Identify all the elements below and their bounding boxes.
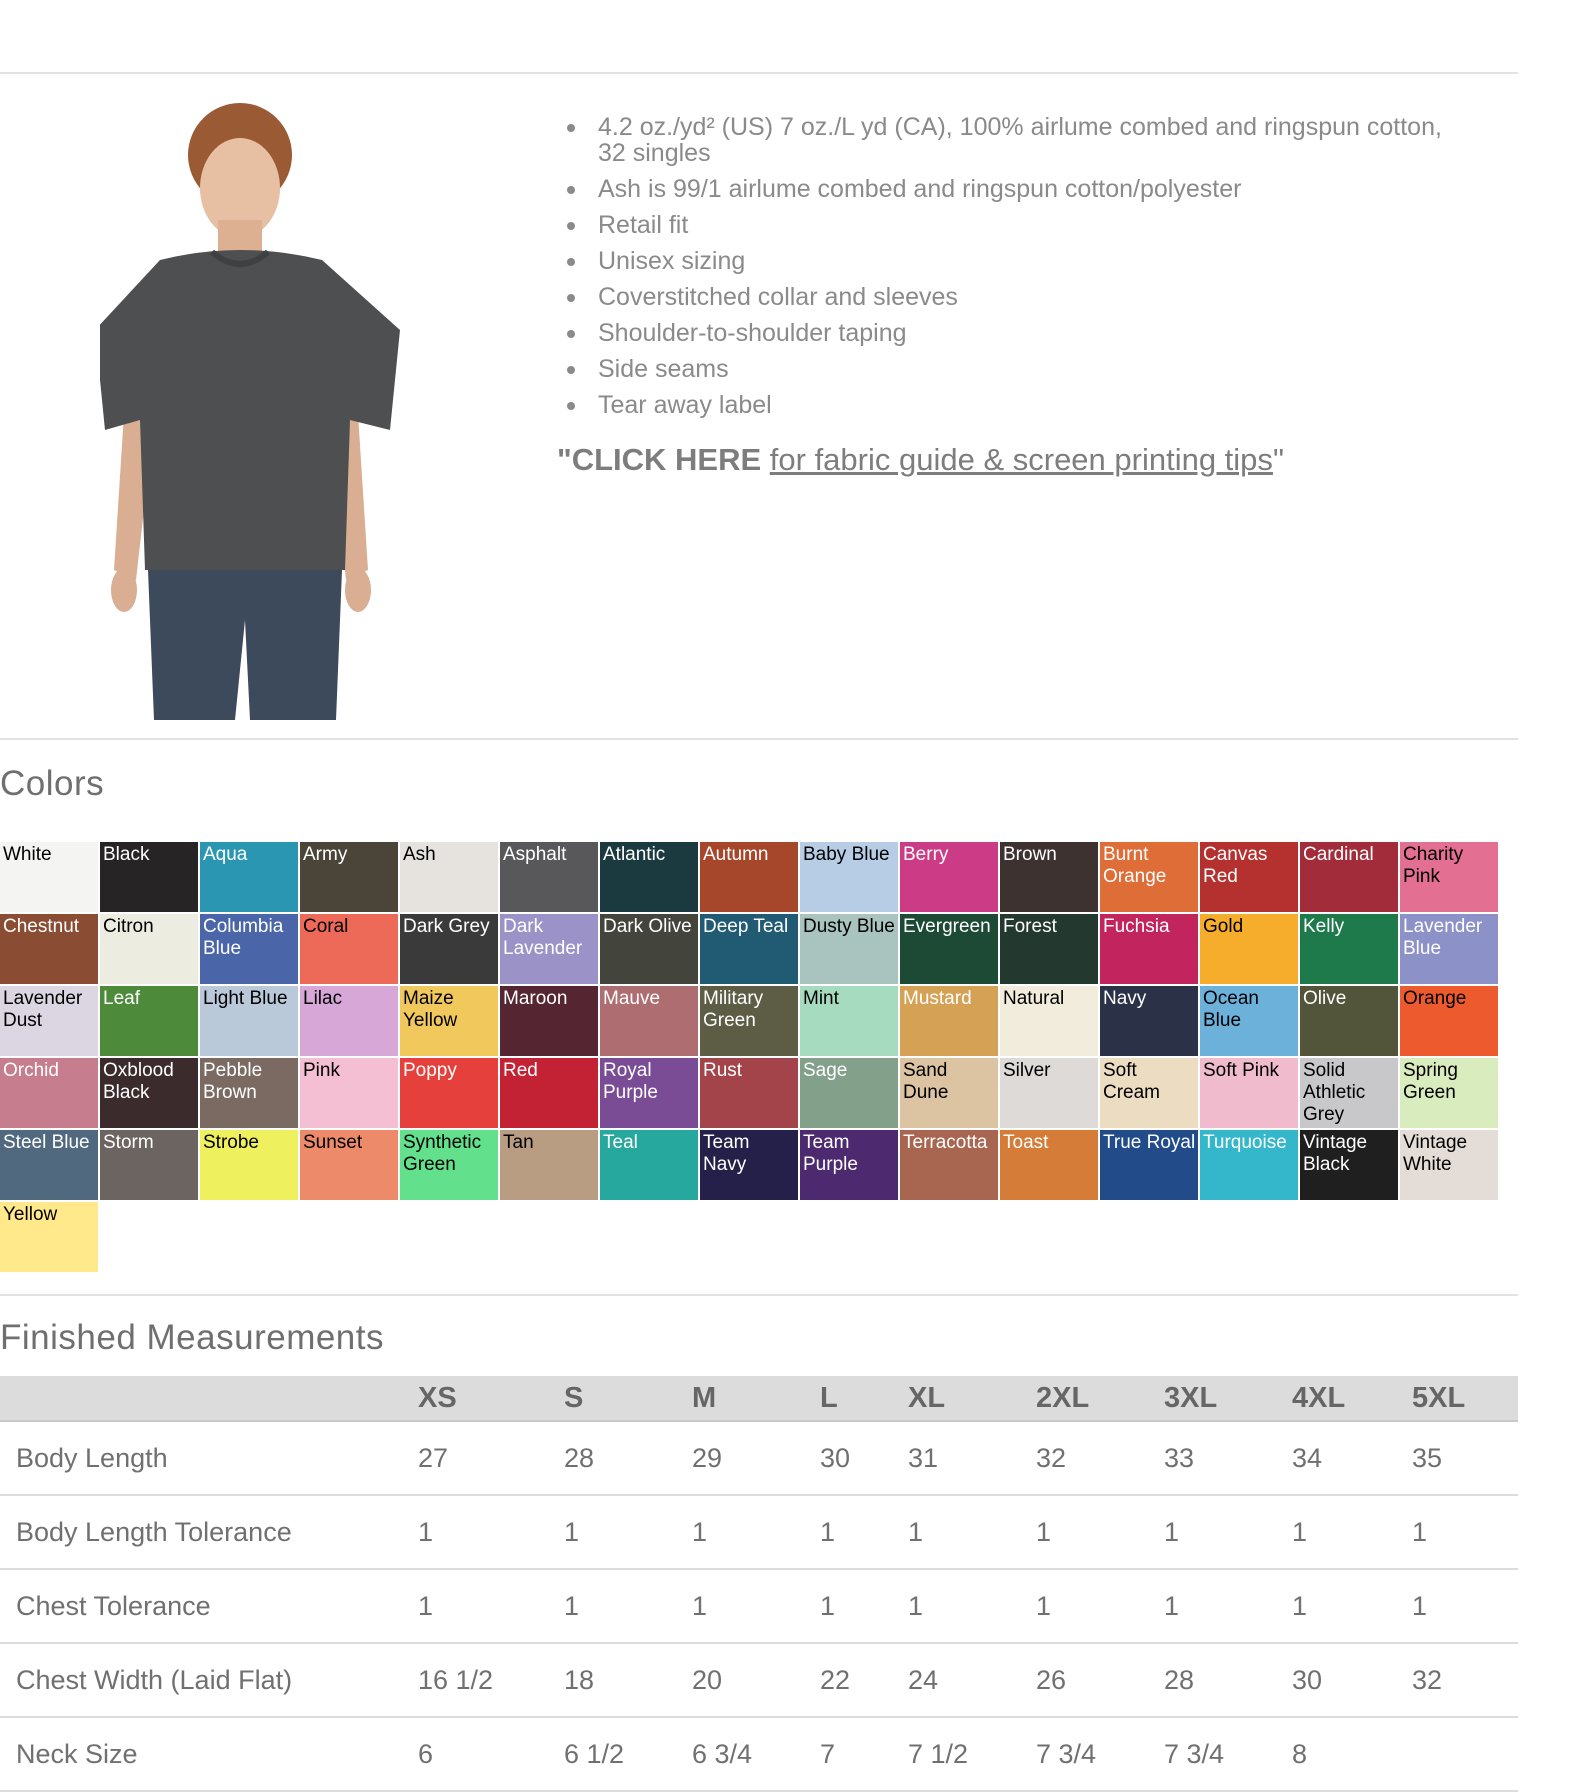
color-swatch-orchid[interactable]: Orchid: [0, 1058, 98, 1128]
measurements-title: Finished Measurements: [0, 1318, 384, 1357]
table-row: [0, 1569, 1518, 1643]
table-cell: 7 1/2: [908, 1717, 1036, 1791]
color-swatch-asphalt[interactable]: Asphalt: [500, 842, 598, 912]
color-swatch-rust[interactable]: Rust: [700, 1058, 798, 1128]
color-swatch-red[interactable]: Red: [500, 1058, 598, 1128]
color-swatch-forest[interactable]: Forest: [1000, 914, 1098, 984]
top-divider: [0, 72, 1518, 74]
color-swatch-leaf[interactable]: Leaf: [100, 986, 198, 1056]
color-swatch-deep-teal[interactable]: Deep Teal: [700, 914, 798, 984]
color-swatch-light-blue[interactable]: Light Blue: [200, 986, 298, 1056]
table-cell: 1: [820, 1495, 908, 1569]
measurements-table: [0, 1376, 1518, 1792]
table-cell: 8: [1292, 1717, 1412, 1791]
table-cell: 1: [418, 1569, 564, 1643]
color-swatch-team-navy[interactable]: Team Navy: [700, 1130, 798, 1200]
color-swatch-maroon[interactable]: Maroon: [500, 986, 598, 1056]
table-row: [0, 1421, 1518, 1495]
table-cell: 1: [1036, 1569, 1164, 1643]
color-swatch-military-green[interactable]: Military Green: [700, 986, 798, 1056]
table-cell: 1: [1164, 1569, 1292, 1643]
size-header: M: [692, 1376, 820, 1421]
color-swatch-turquoise[interactable]: Turquoise: [1200, 1130, 1298, 1200]
color-swatch-fuchsia[interactable]: Fuchsia: [1100, 914, 1198, 984]
size-header: XS: [418, 1376, 564, 1421]
color-swatch-mauve[interactable]: Mauve: [600, 986, 698, 1056]
color-swatch-burnt-orange[interactable]: Burnt Orange: [1100, 842, 1198, 912]
table-row: [0, 1643, 1518, 1717]
color-swatch-mint[interactable]: Mint: [800, 986, 898, 1056]
table-row: [0, 1717, 1518, 1791]
color-swatch-pebble-brown[interactable]: Pebble Brown: [200, 1058, 298, 1128]
size-header: L: [820, 1376, 908, 1421]
color-swatch-lilac[interactable]: Lilac: [300, 986, 398, 1056]
color-swatch-navy[interactable]: Navy: [1100, 986, 1198, 1056]
color-swatch-dark-grey[interactable]: Dark Grey: [400, 914, 498, 984]
table-cell: 1: [908, 1495, 1036, 1569]
size-header: 2XL: [1036, 1376, 1164, 1421]
product-model-photo: [100, 100, 420, 720]
color-swatch-autumn[interactable]: Autumn: [700, 842, 798, 912]
table-cell: 7: [820, 1717, 908, 1791]
color-swatch-kelly[interactable]: Kelly: [1300, 914, 1398, 984]
click-here-open-quote: ": [557, 442, 572, 477]
feature-item: 4.2 oz./yd² (US) 7 oz./L yd (CA), 100% airlume combed and ringspun cotton, 32 singles: [553, 114, 1453, 166]
row-label: Body Length: [0, 1421, 418, 1495]
section-divider: [0, 1294, 1518, 1296]
color-swatch-evergreen[interactable]: Evergreen: [900, 914, 998, 984]
color-swatch-aqua[interactable]: Aqua: [200, 842, 298, 912]
color-swatch-spring-green[interactable]: Spring Green: [1400, 1058, 1498, 1128]
size-header: 3XL: [1164, 1376, 1292, 1421]
color-swatch-orange[interactable]: Orange: [1400, 986, 1498, 1056]
color-swatch-coral[interactable]: Coral: [300, 914, 398, 984]
table-cell: 6: [418, 1717, 564, 1791]
color-swatch-citron[interactable]: Citron: [100, 914, 198, 984]
color-swatch-charity-pink[interactable]: Charity Pink: [1400, 842, 1498, 912]
table-cell: 16 1/2: [418, 1643, 564, 1717]
table-cell: 31: [908, 1421, 1036, 1495]
table-cell: 33: [1164, 1421, 1292, 1495]
color-swatch-army[interactable]: Army: [300, 842, 398, 912]
table-cell: 1: [1164, 1495, 1292, 1569]
feature-item: Tear away label: [553, 392, 1453, 418]
table-cell: 22: [820, 1643, 908, 1717]
table-cell: 1: [820, 1569, 908, 1643]
click-here-label: CLICK HERE: [571, 442, 762, 477]
size-header: 4XL: [1292, 1376, 1412, 1421]
header-blank: [0, 1376, 418, 1421]
color-swatch-terracotta[interactable]: Terracotta: [900, 1130, 998, 1200]
table-cell: [1412, 1717, 1518, 1791]
table-cell: 1: [418, 1495, 564, 1569]
color-swatch-sunset[interactable]: Sunset: [300, 1130, 398, 1200]
table-cell: 1: [564, 1569, 692, 1643]
color-swatch-gold[interactable]: Gold: [1200, 914, 1298, 984]
feature-item: Shoulder-to-shoulder taping: [553, 320, 1453, 346]
color-swatch-soft-pink[interactable]: Soft Pink: [1200, 1058, 1298, 1128]
fabric-guide-callout: [557, 442, 1284, 478]
table-cell: 35: [1412, 1421, 1518, 1495]
table-cell: 1: [908, 1569, 1036, 1643]
color-swatch-team-purple[interactable]: Team Purple: [800, 1130, 898, 1200]
color-swatch-atlantic[interactable]: Atlantic: [600, 842, 698, 912]
color-swatch-oxblood-black[interactable]: Oxblood Black: [100, 1058, 198, 1128]
table-cell: 1: [1412, 1569, 1518, 1643]
color-swatch-natural[interactable]: Natural: [1000, 986, 1098, 1056]
color-swatch-true-royal[interactable]: True Royal: [1100, 1130, 1198, 1200]
table-cell: 1: [1292, 1495, 1412, 1569]
row-label: Chest Width (Laid Flat): [0, 1643, 418, 1717]
color-swatch-royal-purple[interactable]: Royal Purple: [600, 1058, 698, 1128]
color-swatch-maize-yellow[interactable]: Maize Yellow: [400, 986, 498, 1056]
color-swatch-sand-dune[interactable]: Sand Dune: [900, 1058, 998, 1128]
color-swatch-steel-blue[interactable]: Steel Blue: [0, 1130, 98, 1200]
color-swatch-lavender-blue[interactable]: Lavender Blue: [1400, 914, 1498, 984]
size-header: 5XL: [1412, 1376, 1518, 1421]
table-row: [0, 1495, 1518, 1569]
color-swatch-lavender-dust[interactable]: Lavender Dust: [0, 986, 98, 1056]
color-swatch-pink[interactable]: Pink: [300, 1058, 398, 1128]
color-swatch-dusty-blue[interactable]: Dusty Blue: [800, 914, 898, 984]
table-cell: 1: [564, 1495, 692, 1569]
color-swatch-storm[interactable]: Storm: [100, 1130, 198, 1200]
feature-item: Retail fit: [553, 212, 1453, 238]
table-cell: 26: [1036, 1643, 1164, 1717]
table-cell: 28: [1164, 1643, 1292, 1717]
row-label: Chest Tolerance: [0, 1569, 418, 1643]
feature-item: Side seams: [553, 356, 1453, 382]
table-cell: 1: [1412, 1495, 1518, 1569]
color-swatch-sage[interactable]: Sage: [800, 1058, 898, 1128]
table-cell: 6 1/2: [564, 1717, 692, 1791]
color-swatch-vintage-black[interactable]: Vintage Black: [1300, 1130, 1398, 1200]
color-swatch-olive[interactable]: Olive: [1300, 986, 1398, 1056]
table-cell: 20: [692, 1643, 820, 1717]
color-swatch-strobe[interactable]: Strobe: [200, 1130, 298, 1200]
color-swatch-toast[interactable]: Toast: [1000, 1130, 1098, 1200]
feature-item: Ash is 99/1 airlume combed and ringspun cotton/polyester: [553, 176, 1453, 202]
color-swatch-cardinal[interactable]: Cardinal: [1300, 842, 1398, 912]
table-cell: 24: [908, 1643, 1036, 1717]
color-swatch-tan[interactable]: Tan: [500, 1130, 598, 1200]
row-label: Body Length Tolerance: [0, 1495, 418, 1569]
table-cell: 18: [564, 1643, 692, 1717]
table-cell: 7 3/4: [1164, 1717, 1292, 1791]
color-swatch-soft-cream[interactable]: Soft Cream: [1100, 1058, 1198, 1128]
color-swatch-baby-blue[interactable]: Baby Blue: [800, 842, 898, 912]
table-cell: 32: [1412, 1643, 1518, 1717]
table-cell: 1: [1292, 1569, 1412, 1643]
color-swatch-ocean-blue[interactable]: Ocean Blue: [1200, 986, 1298, 1056]
section-divider: [0, 738, 1518, 740]
table-cell: 34: [1292, 1421, 1412, 1495]
table-cell: 7 3/4: [1036, 1717, 1164, 1791]
color-swatch-ash[interactable]: Ash: [400, 842, 498, 912]
table-cell: 30: [1292, 1643, 1412, 1717]
table-cell: 29: [692, 1421, 820, 1495]
table-cell: 32: [1036, 1421, 1164, 1495]
table-cell: 6 3/4: [692, 1717, 820, 1791]
feature-list: [553, 114, 1453, 428]
table-cell: 1: [1036, 1495, 1164, 1569]
fabric-guide-link[interactable]: for fabric guide & screen printing tips: [769, 442, 1273, 477]
row-label: Neck Size: [0, 1717, 418, 1791]
size-header: S: [564, 1376, 692, 1421]
color-swatch-silver[interactable]: Silver: [1000, 1058, 1098, 1128]
colors-title: Colors: [0, 764, 105, 803]
table-cell: 1: [692, 1495, 820, 1569]
color-swatch-synthetic-green[interactable]: Synthetic Green: [400, 1130, 498, 1200]
color-swatch-vintage-white[interactable]: Vintage White: [1400, 1130, 1498, 1200]
size-header: XL: [908, 1376, 1036, 1421]
color-swatch-black[interactable]: Black: [100, 842, 198, 912]
table-cell: 1: [692, 1569, 820, 1643]
color-swatch-poppy[interactable]: Poppy: [400, 1058, 498, 1128]
feature-item: Unisex sizing: [553, 248, 1453, 274]
table-header-row: [0, 1376, 1518, 1421]
color-swatch-teal[interactable]: Teal: [600, 1130, 698, 1200]
color-swatch-dark-olive[interactable]: Dark Olive: [600, 914, 698, 984]
color-swatch-white[interactable]: White: [0, 842, 98, 912]
color-swatch-solid-athletic-grey[interactable]: Solid Athletic Grey: [1300, 1058, 1398, 1128]
feature-item: Coverstitched collar and sleeves: [553, 284, 1453, 310]
color-swatch-brown[interactable]: Brown: [1000, 842, 1098, 912]
color-swatch-chestnut[interactable]: Chestnut: [0, 914, 98, 984]
color-swatch-canvas-red[interactable]: Canvas Red: [1200, 842, 1298, 912]
table-cell: 30: [820, 1421, 908, 1495]
color-swatch-mustard[interactable]: Mustard: [900, 986, 998, 1056]
color-swatch-dark-lavender[interactable]: Dark Lavender: [500, 914, 598, 984]
color-swatch-yellow[interactable]: Yellow: [0, 1202, 98, 1272]
color-swatch-berry[interactable]: Berry: [900, 842, 998, 912]
table-cell: 28: [564, 1421, 692, 1495]
click-here-close-quote: ": [1272, 442, 1284, 477]
color-swatch-columbia-blue[interactable]: Columbia Blue: [200, 914, 298, 984]
table-cell: 27: [418, 1421, 564, 1495]
